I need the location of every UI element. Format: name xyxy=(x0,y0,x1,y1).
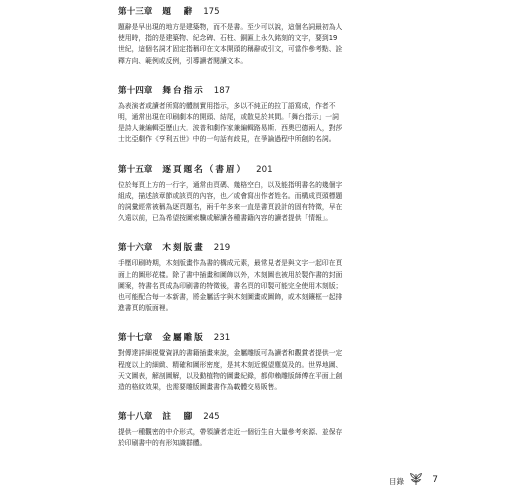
chapter-16 xyxy=(118,242,418,314)
chapter-number: 第十六章 xyxy=(118,243,153,254)
chapter-title: 舞台指示 xyxy=(162,85,205,96)
chapter-summary xyxy=(118,101,418,146)
chapter-page-number: 231 xyxy=(213,333,231,344)
table-of-contents xyxy=(118,6,418,450)
summary-line: 使用時，指的是建築物、紀念碑、石柱、銅匾上永久銘刻的文字，要到19 xyxy=(118,34,338,43)
summary-line: 士比亞劇作《亨利五世》中的一句話有歧見，在爭論過程中所創的名詞。 xyxy=(118,135,336,144)
chapter-number: 第十七章 xyxy=(118,333,153,344)
chapter-summary xyxy=(118,348,418,393)
chapter-title: 木刻版畫 xyxy=(162,243,205,254)
summary-line: 為表演者或讀者所寫的體制實用指示，多以不純正的拉丁語寫成，作者不 xyxy=(118,101,336,110)
chapter-page-number: 245 xyxy=(203,412,220,423)
chapter-number: 第十四章 xyxy=(118,85,153,96)
chapter-number: 第十八章 xyxy=(118,412,153,423)
chapter-page-number: 175 xyxy=(203,7,220,17)
summary-line: 的詞彙經常被稱為逐頁題名，兩千年多來一直是書頁設計的固有特徵，早在 xyxy=(118,203,343,212)
chapter-18 xyxy=(118,411,418,449)
chapter-number: 第十三章 xyxy=(118,7,153,17)
summary-line: 題辭是早出現的地方是建築物，而不是書。至少可以說，這個名詞最初為人 xyxy=(118,23,343,31)
chapter-title: 金屬雕版 xyxy=(162,333,205,344)
summary-line: 造的格紋效果，也需要雕版圖畫書作為載體交易販售。 xyxy=(118,383,282,392)
chapter-heading xyxy=(118,242,418,254)
summary-line: 也可能配合每一本新書，將金屬活字與木刻圖畫或圖飾，或木刻鑲框一起排 xyxy=(118,293,343,302)
summary-line: 程度以上的細緻、精確和圖形密度，是其木刻近親望塵莫及的。世界地圖、 xyxy=(118,360,343,369)
chapter-heading xyxy=(118,85,418,97)
chapter-heading xyxy=(118,411,418,423)
summary-line: 手壓印刷時期，木刻版畫作為書的構成元素，最常見者是與文字一起印在頁 xyxy=(118,259,343,268)
chapter-title: 題 辭 xyxy=(162,7,195,17)
chapter-summary xyxy=(118,180,418,225)
summary-line: 於印刷書中的有形知識群體。 xyxy=(118,439,207,448)
summary-line: 對傳達詳細視覺資訊的書籍插畫來說，金屬雕版可為讀者和觀賞者提供一定 xyxy=(118,349,343,358)
chapter-summary xyxy=(118,258,418,314)
footer-section-label: 目錄 xyxy=(389,477,404,486)
summary-line: 提供一種觀密的中介形式，帶領讀者走近一個衍生自大量參考來源、並保存 xyxy=(118,428,343,437)
chapter-summary xyxy=(118,427,418,449)
chapter-13 xyxy=(118,6,418,67)
summary-line: 是詩人兼編輯亞歷山大．波普和劇作家兼編輯路易斯．西奧巴德兩人，對莎 xyxy=(118,124,343,133)
chapter-17 xyxy=(118,332,418,393)
summary-line: 進書頁的版面裡。 xyxy=(118,304,173,313)
summary-line: 天文圖表，解剖圖解，以及動植物的圖畫紀錄，都仰賴雕版師傅在平面上創 xyxy=(118,371,343,380)
summary-line: 明，通常出現在印刷劇本的開頭、結尾，或散見於其間。「舞台指示」一詞 xyxy=(118,113,339,122)
summary-line: 久遠以前，已為希望按圖索驥或解讀各種書籍內容的讀者提供「情報」。 xyxy=(118,214,333,223)
chapter-title: 逐頁題名（書眉） xyxy=(162,164,248,175)
summary-line: 釋方向、範例或反例，引導讀者閱讀文本。 xyxy=(118,56,248,65)
chapter-heading xyxy=(118,164,418,176)
chapter-title: 註 腳 xyxy=(162,412,195,423)
summary-line: 世紀，這個名詞才固定指稱印在文本開頭的稱辭或引文，可當作參考點、詮 xyxy=(118,45,343,54)
chapter-summary xyxy=(118,22,418,67)
chapter-page-number: 201 xyxy=(256,164,273,175)
chapter-14 xyxy=(118,85,418,146)
summary-line: 圖案，特書名頁成為印刷書的特徵後，書名頁的印製可能完全使用木刻版； xyxy=(118,281,343,290)
chapter-page-number: 219 xyxy=(213,243,231,254)
chapter-page-number: 187 xyxy=(213,85,231,96)
chapter-15 xyxy=(118,164,418,225)
leaf-ornament-icon xyxy=(408,471,424,487)
page-number: 7 xyxy=(432,475,438,485)
chapter-number: 第十五章 xyxy=(118,164,153,175)
page-footer xyxy=(330,474,442,488)
chapter-heading xyxy=(118,6,418,18)
summary-line: 面上的圖形花樣。除了書中插畫和圖飾以外，木刻圖也被用於製作書的封面 xyxy=(118,270,343,279)
summary-line: 組成，描述該章節或該頁的內容，也／或會寫出作者姓名。而構成頁頭標題 xyxy=(118,191,343,200)
summary-line: 位於每頁上方的一行字，通常由頁碼、幾格空白，以及能指明書名的幾個字 xyxy=(118,180,343,189)
chapter-heading xyxy=(118,332,418,344)
